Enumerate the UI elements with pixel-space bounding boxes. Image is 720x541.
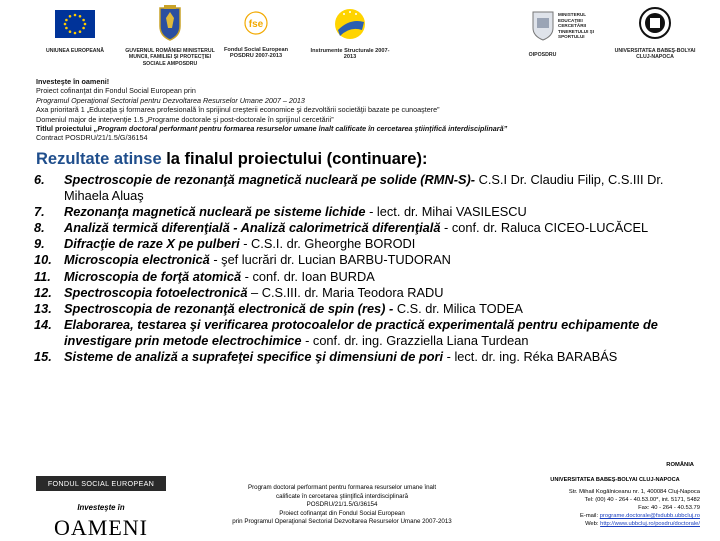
svg-text:fse: fse: [248, 19, 264, 30]
results-list: [34, 172, 694, 365]
footer-fse-block: [36, 476, 166, 541]
ubb-seal-icon: [638, 6, 672, 40]
fse-caption: Fondul Social European POSDRU 2007-2013: [223, 47, 289, 60]
phone: Tel: (00) 40 - 264 - 40.53.00*, int. 5171, 5482: [584, 497, 700, 503]
ubb-caption: UNIVERSITATEA BABEŞ-BOLYAI CLUJ-NAPOCA: [614, 48, 696, 61]
instrumente-caption: Instrumente Structurale 2007-2013: [310, 48, 390, 61]
list-item: 13. Spectroscopia de rezonanţă electronică de spin (res) - C.S. dr. Milica TODEA: [34, 300, 523, 316]
eu-caption: UNIUNEA EUROPEANĂ: [45, 48, 105, 54]
eu-logo: [30, 10, 120, 54]
list-item: 7. Rezonanţa magnetică nucleară pe sisteme lichide - lect. dr. Mihai VASILESCU: [34, 204, 527, 220]
web-line: Web: http://www.ubbcluj.ro/posdru/doctorale/: [585, 521, 700, 527]
instrumente-logo: [310, 6, 390, 61]
fse-emblem-icon: [243, 10, 269, 36]
romania-coat-of-arms-icon: [156, 4, 184, 42]
project-cofinance: Proiect cofinanţat din Fondul Social European prin: [36, 86, 196, 96]
oameni-text: OAMENI: [54, 515, 148, 540]
list-item: 14. Elaborarea, testarea şi verificarea protocoalelor de practică experimentală pentru echipamente de investigare prin metode electrochimice - conf. dr. ing. Grazziella Liana Turdean: [34, 316, 658, 348]
logo-strip: [0, 0, 720, 78]
list-item: 12. Spectroscopia fotoelectronică – C.S.III. dr. Maria Teodora RADU: [34, 284, 444, 300]
footer-program-info: Program doctoral performant pentru formarea resurselor umane înalt calificate în cercetarea ştiinţifică interdisciplinară POSDRU/21/1.5/G/36154 Proiect cofinanţat din Fondul Social European prin Programul Operaţional Sectorial Dezvoltarea Resurselor Umane 2007-2013: [232, 484, 452, 526]
list-item: 9. Difracţie de raze X pe pulberi - C.S.I. dr. Gheorghe BORODI: [34, 236, 416, 252]
page-title: [36, 150, 427, 169]
instrumente-structurale-icon: [332, 6, 368, 42]
project-domain: Domeniul major de intervenţie 1.5 „Programe doctorale şi post-doctorale în sprijinul cercetării”: [36, 114, 334, 124]
list-item: 8. Analiză termică diferenţială - Analiză calorimetrică diferenţială - conf. dr. Raluca CICEO-LUCĂCEL: [34, 220, 649, 236]
email-link[interactable]: programe.doctorale@fsdubb.ubbcluj.ro: [599, 513, 700, 519]
footer-contact: [530, 476, 700, 528]
web-link[interactable]: http://www.ubbcluj.ro/posdru/doctorale/: [600, 521, 700, 527]
project-slogan: Investeşte în oameni!: [36, 77, 110, 86]
list-item: 6. Spectroscopie de rezonanţă magnetică nucleară pe solide (RMN-S)- C.S.I Dr. Claudiu Filip, C.S.III Dr. Mihaela Aluaş: [34, 172, 664, 204]
list-item: 11. Microscopia de forţă atomică - conf. dr. Ioan BURDA: [34, 268, 375, 284]
gov-caption: GUVERNUL ROMÂNIEI MINISTERUL MUNCII, FAMILIEI ŞI PROTECŢIEI SOCIALE AMPOSDRU: [125, 48, 215, 67]
min-edu-text: MINISTERUL EDUCAŢIEI CERCETĂRII TINERETULUI ŞI SPORTULUI: [558, 12, 594, 40]
gov-logo: [120, 4, 220, 67]
title-rest: la finalul proiectului (continuare):: [161, 150, 428, 168]
romania-label: ROMÂNIA: [666, 462, 694, 468]
email-line: E-mail: programe.doctorale@fsdubb.ubbcluj.ro: [580, 513, 700, 519]
eu-flag-icon: [55, 10, 95, 38]
fse-bar: FONDUL SOCIAL EUROPEAN: [36, 476, 166, 491]
fse-logo: [220, 10, 292, 60]
project-axis: Axa prioritară 1 „Educaţia şi formarea profesională în sprijinul creşterii economice şi dezvoltării societăţii bazate pe cunoaştere”: [36, 105, 440, 115]
oiposdru-caption: OIPOSDRU: [528, 52, 557, 58]
project-contract: Contract POSDRU/21/1.5/G/36154: [36, 133, 148, 143]
project-program: Programul Operaţional Sectorial pentru Dezvoltarea Resurselor Umane 2007 – 2013: [36, 95, 305, 105]
ubb-logo: [612, 6, 698, 61]
university-name: UNIVERSITATEA BABEŞ-BOLYAI CLUJ-NAPOCA: [550, 477, 680, 483]
title-highlight: Rezultate atinse: [36, 150, 162, 168]
list-item: 10. Microscopia electronică - şef lucrări dr. Lucian BARBU-TUDORAN: [34, 252, 451, 268]
fax: Fax: 40 - 264 - 40.53.79: [638, 505, 700, 511]
address: Str. Mihail Kogălniceanu nr. 1, 400084 Cluj-Napoca: [568, 489, 700, 495]
project-title-line: Titlul proiectului „Program doctoral performant pentru formarea resurselor umane înalt calificate în cercetarea ştiinţifică interdisciplinară”: [36, 124, 508, 134]
project-info: [36, 77, 706, 143]
invest-text: Investeşte în: [77, 503, 125, 512]
list-item: 15. Sisteme de analiză a suprafeţei specifice şi dimensiuni de pori - lect. dr. ing. Réka BARABÁS: [34, 349, 618, 365]
